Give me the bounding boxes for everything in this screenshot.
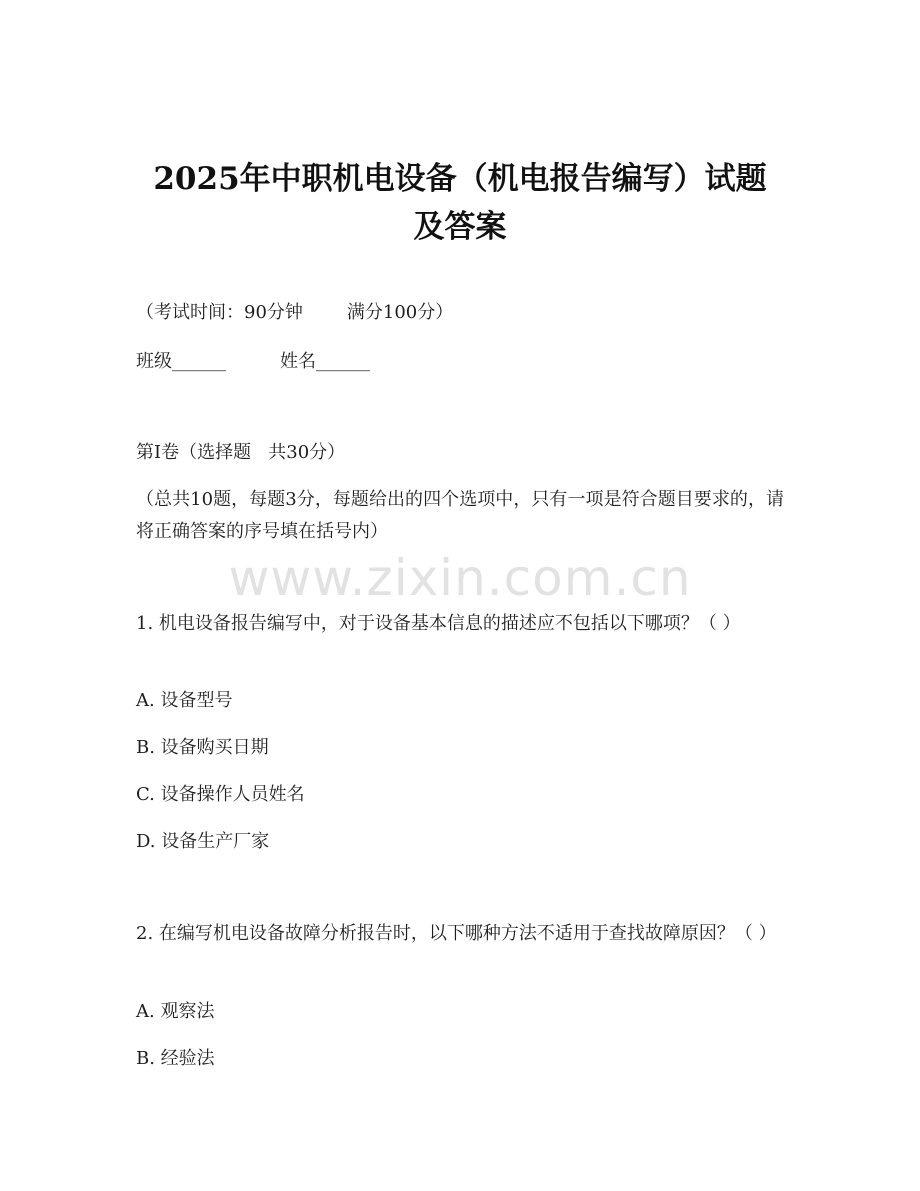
question-1-option-c: C. 设备操作人员姓名 — [136, 784, 305, 805]
question-1-option-a: A. 设备型号 — [136, 690, 233, 711]
document-title-line-2: 及答案 — [413, 209, 507, 245]
question-1-option-b: B. 设备购买日期 — [136, 737, 269, 758]
student-info — [136, 348, 370, 376]
section-instructions: （总共10题，每题3分，每题给出的四个选项中，只有一项是符合题目要求的，请将正确答案的序号填在括号内） — [136, 489, 784, 542]
exam-time: （考试时间：90分钟 — [136, 302, 303, 323]
exam-score: 满分100分） — [346, 302, 454, 323]
watermark: www.zixin.com.cn — [228, 549, 692, 607]
document-title-line-1: 2025年中职机电设备（机电报告编写）试题 — [153, 161, 767, 197]
exam-info — [136, 299, 453, 327]
class-field: 班级______ — [136, 351, 226, 372]
question-2-option-a: A. 观察法 — [136, 1001, 215, 1022]
question-2-option-b: B. 经验法 — [136, 1048, 215, 1069]
section-title: 第I卷（选择题 共30分） — [136, 442, 346, 463]
name-field: 姓名______ — [280, 351, 370, 372]
question-1-option-d: D. 设备生产厂家 — [136, 831, 270, 852]
question-2-stem: 2. 在编写机电设备故障分析报告时，以下哪种方法不适用于查找故障原因？（ ） — [136, 923, 777, 944]
question-1-stem: 1. 机电设备报告编写中，对于设备基本信息的描述应不包括以下哪项？（ ） — [136, 613, 741, 634]
